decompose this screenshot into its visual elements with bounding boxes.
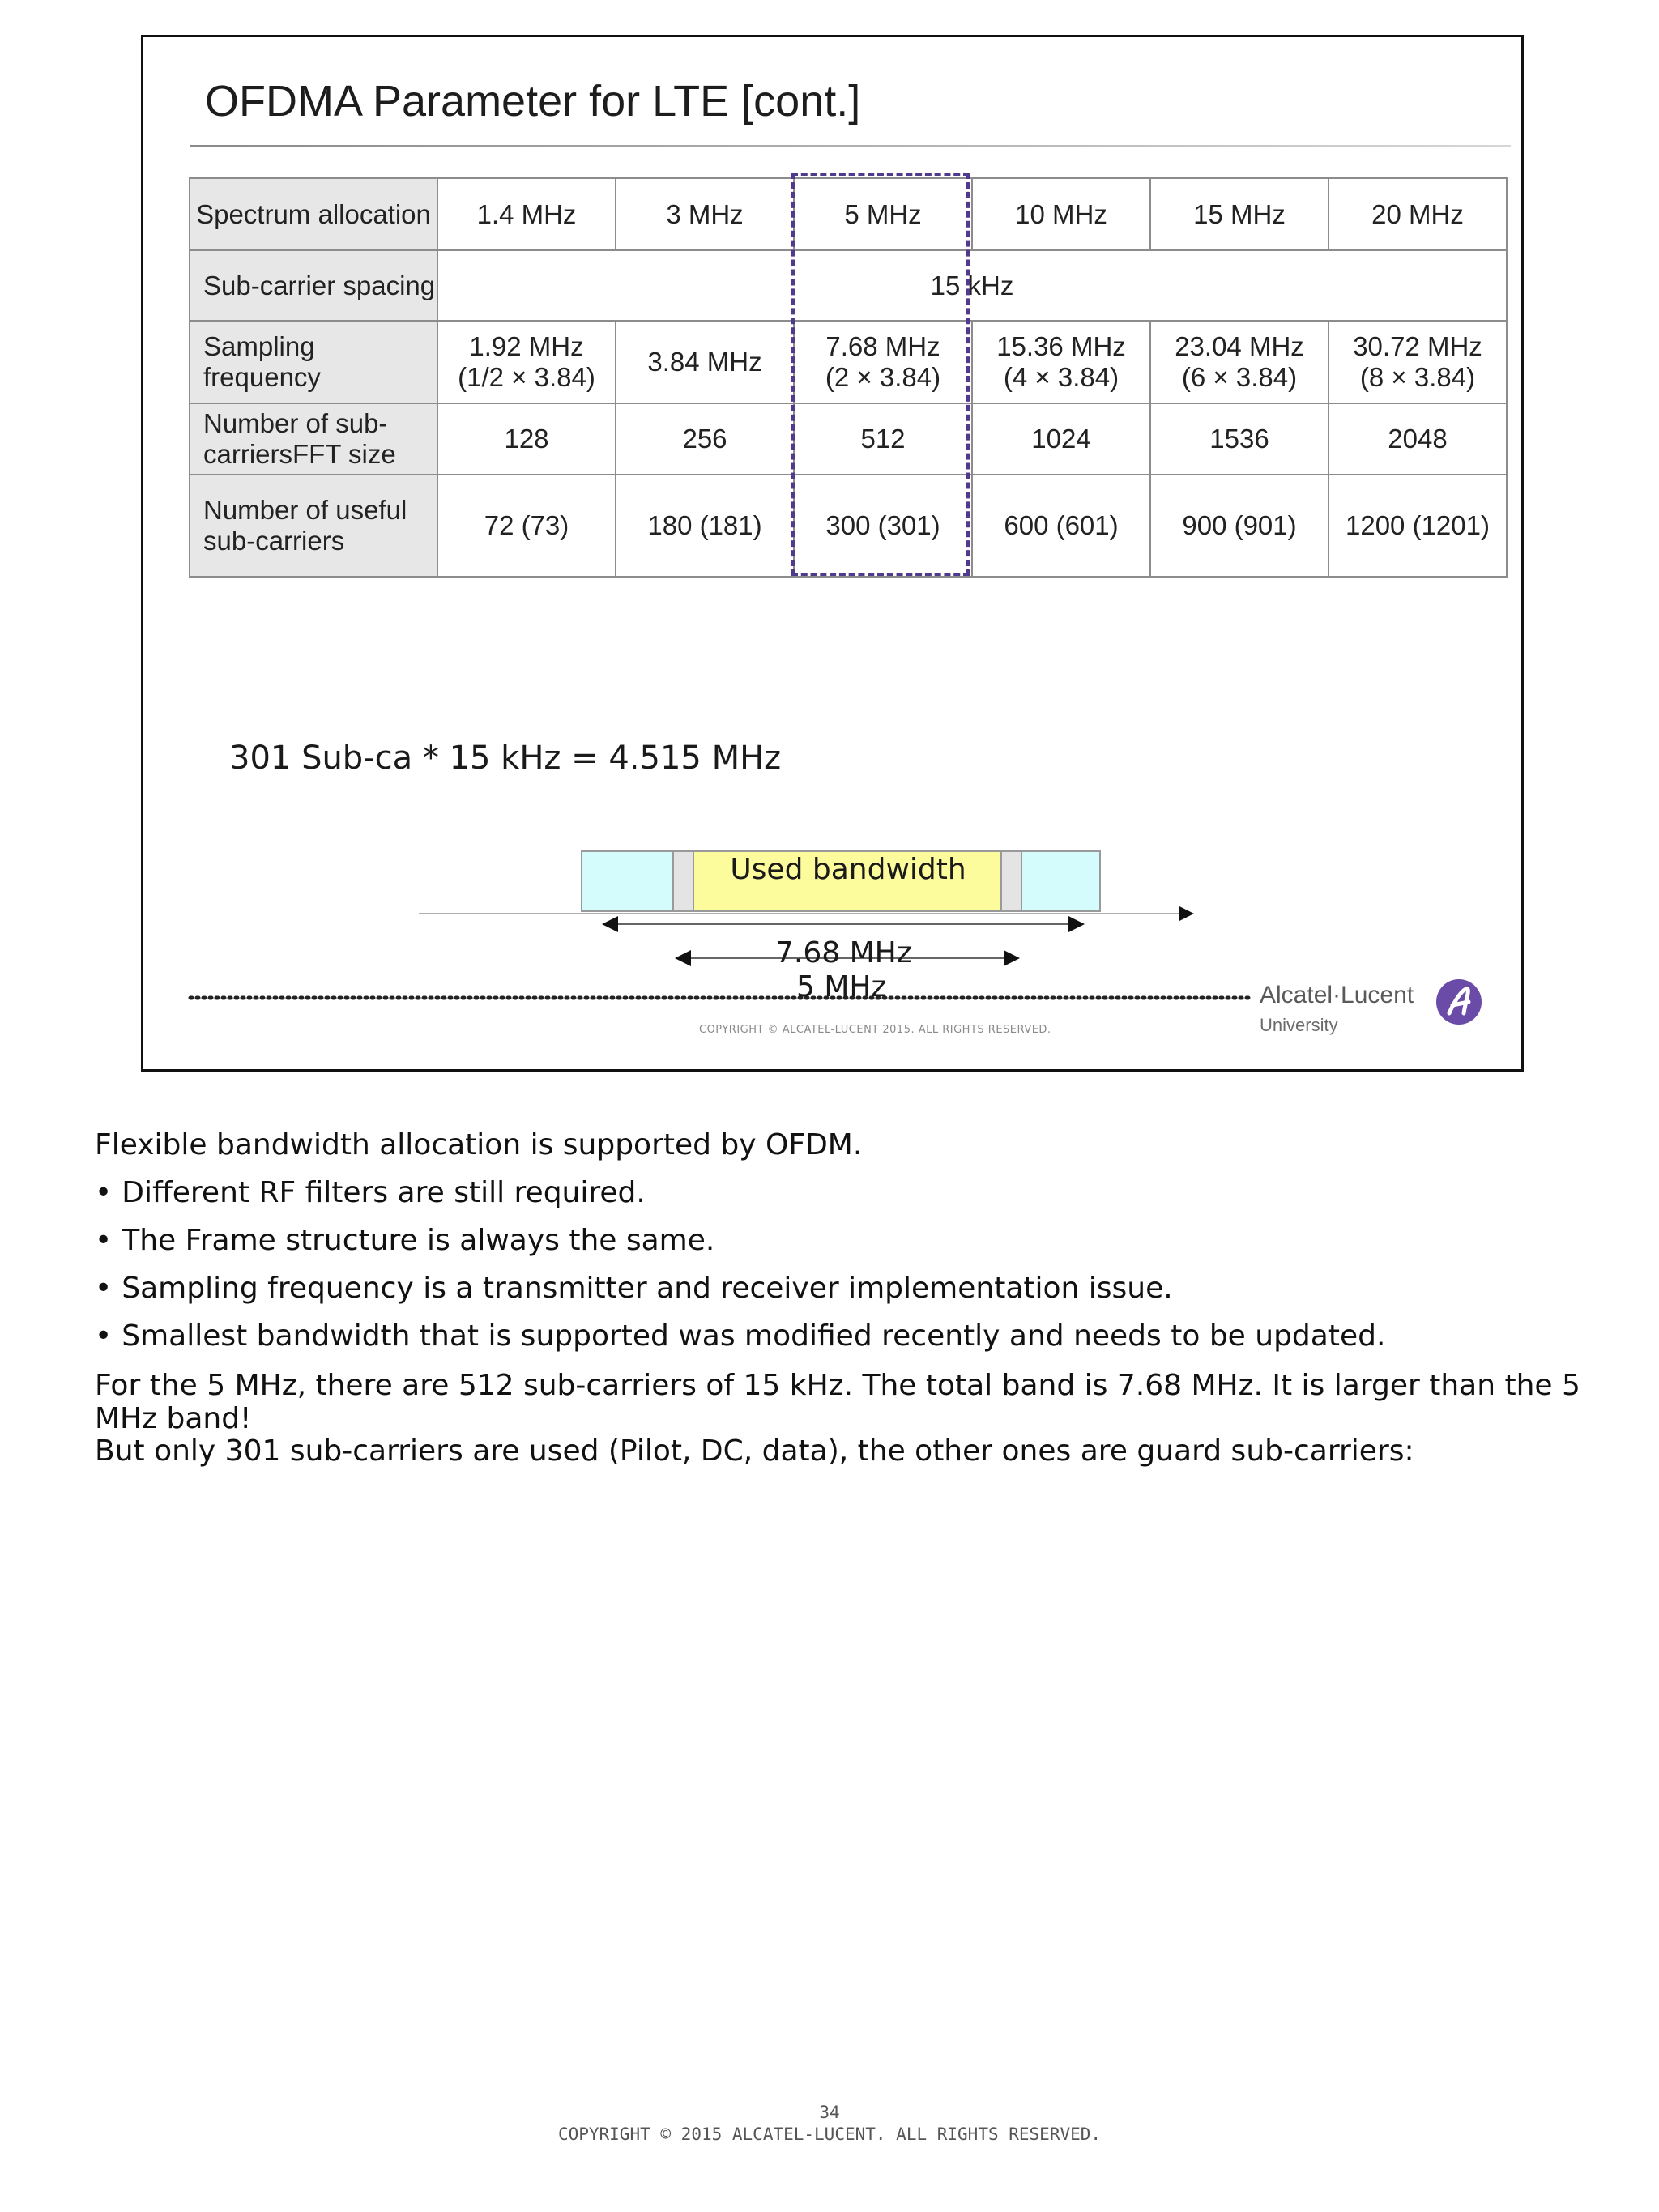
frequency-axis-arrow	[1179, 906, 1194, 921]
table-cell: 7.68 MHz (2 × 3.84)	[794, 321, 972, 403]
row-label: Sub-carrier spacing	[190, 250, 437, 321]
guard-band-left	[582, 851, 673, 911]
slide-image	[141, 35, 1524, 1072]
column-header: 3 MHz	[616, 178, 794, 250]
column-header: 1.4 MHz	[437, 178, 616, 250]
notes-paragraph: For the 5 MHz, there are 512 sub-carriers of 15 kHz. The total band is 7.68 MHz. It is larger than the 5 MHz band!	[95, 1369, 1580, 1435]
notes-intro: Flexible bandwidth allocation is supported by OFDM.	[95, 1128, 863, 1161]
column-header: 5 MHz	[794, 178, 972, 250]
guard-edge-right	[1001, 851, 1021, 911]
list-item: • The Frame structure is always the same.	[95, 1226, 1585, 1255]
table-cell: 72 (73)	[437, 475, 616, 577]
table-cell: 23.04 MHz (6 × 3.84)	[1150, 321, 1328, 403]
table-cell: 600 (601)	[972, 475, 1150, 577]
used-bandwidth-label: Used bandwidth	[730, 853, 966, 886]
bandwidth-formula: 301 Sub-ca * 15 kHz = 4.515 MHz	[229, 739, 782, 777]
bandwidth-diagram	[143, 37, 1526, 1074]
page-copyright: COPYRIGHT © 2015 ALCATEL-LUCENT. ALL RIGHTS RESERVED.	[557, 2125, 1102, 2144]
table-cell: 15.36 MHz (4 × 3.84)	[972, 321, 1150, 403]
column-header: 20 MHz	[1328, 178, 1507, 250]
list-item: • Smallest bandwidth that is supported was modified recently and needs to be updated.	[95, 1322, 1585, 1351]
page-number: 34	[819, 2103, 840, 2122]
five-mhz-label: 5 MHz	[796, 970, 887, 1004]
notes-bullet-list	[95, 1178, 1585, 1351]
table-cell: 900 (901)	[1150, 475, 1328, 577]
slide-title: OFDMA Parameter for LTE [cont.]	[205, 77, 861, 126]
notes-paragraph: But only 301 sub-carriers are used (Pilot, DC, data), the other ones are guard sub-carriers:	[95, 1434, 1414, 1468]
table-cell: 1024	[972, 403, 1150, 475]
brand-subtitle: University	[1260, 1015, 1338, 1035]
guard-edge-left	[673, 851, 693, 911]
alcatel-lucent-logo-icon	[1435, 978, 1483, 1026]
table-cell: 256	[616, 403, 794, 475]
table-cell: 30.72 MHz (8 × 3.84)	[1328, 321, 1507, 403]
table-cell: 3.84 MHz	[616, 321, 794, 403]
column-header: 15 MHz	[1150, 178, 1328, 250]
guard-band-right	[1021, 851, 1100, 911]
spanned-cell: 15 kHz	[437, 250, 1507, 321]
list-item: • Different RF filters are still required.	[95, 1178, 1585, 1208]
table-cell: 2048	[1328, 403, 1507, 475]
table-cell: 1.92 MHz (1/2 × 3.84)	[437, 321, 616, 403]
column-header: 10 MHz	[972, 178, 1150, 250]
row-label: Sampling frequency	[190, 321, 437, 403]
table-cell: 300 (301)	[794, 475, 972, 577]
table-cell: 128	[437, 403, 616, 475]
table-header-label: Spectrum allocation	[190, 178, 437, 250]
table-cell: 512	[794, 403, 972, 475]
slide-copyright: COPYRIGHT © ALCATEL-LUCENT 2015. ALL RIGHTS RESERVED.	[699, 1024, 1051, 1036]
table-cell: 1536	[1150, 403, 1328, 475]
table-cell: 180 (181)	[616, 475, 794, 577]
list-item: • Sampling frequency is a transmitter and receiver implementation issue.	[95, 1274, 1585, 1303]
brand-name: Alcatel·Lucent	[1260, 982, 1414, 1008]
table-cell: 1200 (1201)	[1328, 475, 1507, 577]
total-band-label: 7.68 MHz	[775, 936, 912, 970]
row-label: Number of useful sub-carriers	[190, 475, 437, 577]
speaker-notes	[95, 1128, 1585, 1468]
row-label: Number of sub-carriersFFT size	[190, 403, 437, 475]
